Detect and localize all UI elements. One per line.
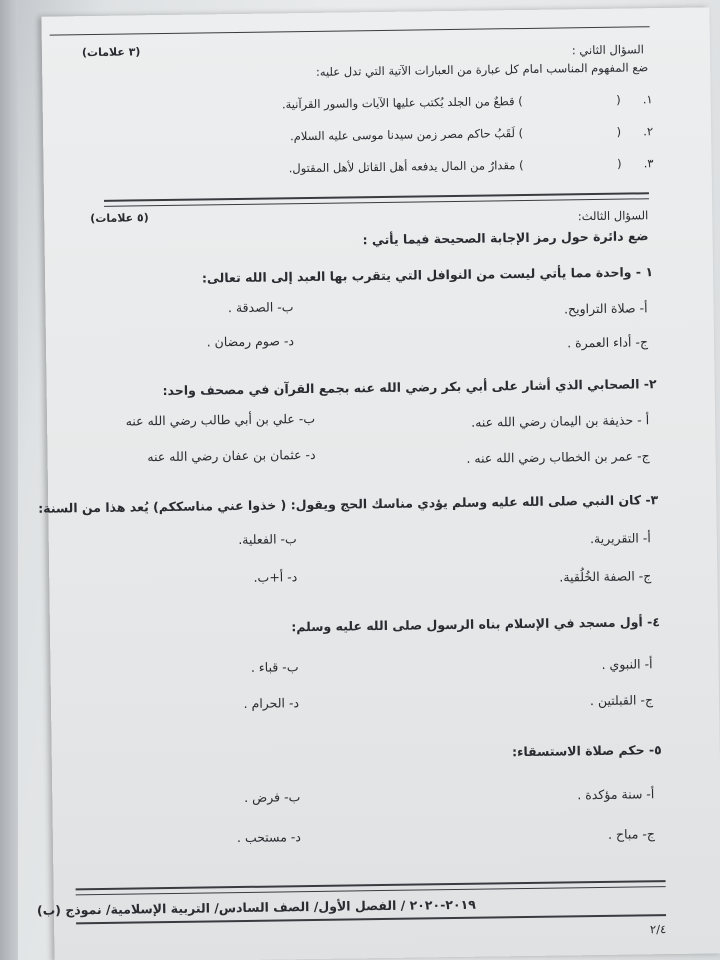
question-text: ٢- الصحابي الذي أشار على أبي بكر رضي الله عنه بجمع القرآن في مصحف واحد: — [162, 376, 657, 399]
section3-title: السؤال الثالث: — [577, 208, 649, 224]
item-bracket: ( — [616, 92, 621, 107]
exam-page — [36, 7, 720, 960]
binder-edge — [0, 0, 18, 960]
section2-title: السؤال الثاني : — [571, 42, 645, 58]
option-c: ج- أداء العمرة . — [567, 334, 649, 351]
option-c: ج- القبلتين . — [589, 692, 654, 709]
option-b: ب- الفعلية. — [238, 531, 297, 548]
option-c: ج- مباح . — [607, 826, 656, 842]
option-b: ب- علي بن أبي طالب رضي الله عنه — [125, 410, 316, 429]
item-bracket: ( — [616, 124, 622, 139]
top-border-line — [50, 26, 650, 35]
option-b: ب- فرض . — [244, 789, 301, 805]
option-d: د- الحرام . — [243, 695, 300, 711]
section2-instruction: ضع المفهوم المناسب امام كل عبارة من العبارات الآتية التي تدل عليه: — [315, 60, 649, 79]
footer-text: ٢٠١٩-٢٠٢٠ / الفصل الأول/ الصف السادس/ التربية الإسلامية/ نموذج (ب) — [36, 896, 476, 918]
section3-instruction: ضع دائرة حول رمز الإجابة الصحيحة فيما يأتي : — [362, 228, 649, 248]
option-a: أ- التقريرية. — [589, 530, 651, 547]
question-text: ١ - واحدة مما يأتي ليست من النوافل التي يتقرب بها العبد إلى الله تعالى: — [201, 264, 654, 286]
option-d: د- صوم رمضان . — [206, 333, 295, 350]
section3-marks: (٥ علامات) — [90, 211, 149, 226]
option-a: أ - حذيفة بن اليمان رضي الله عنه. — [471, 412, 650, 430]
option-d: د- عثمان بن عفان رضي الله عنه — [147, 446, 316, 465]
section-divider — [104, 192, 649, 202]
option-d: د- أ+ب. — [253, 569, 298, 585]
item-text: ) قطعٌ من الجلد يُكتب عليها الآيات والسور القرآنية. — [281, 93, 523, 112]
option-c: ج- الصفة الخُلُقية. — [559, 568, 652, 585]
item-text: ) لَقَبُ حاكم مصر زمن سيدنا موسى عليه السلام. — [289, 125, 524, 144]
item-bracket: ( — [616, 156, 622, 171]
option-b: ب- قباء . — [250, 659, 299, 675]
footer-line — [76, 880, 666, 890]
item-text: ) مقدارٌ من المال يدفعه أهل القاتل لأهل المقتول. — [288, 157, 524, 176]
item-number: ٣. — [643, 156, 654, 171]
option-c: ج- عمر بن الخطاب رضي الله عنه . — [466, 448, 650, 466]
page-number: ٢/٤ — [649, 922, 667, 937]
item-number: ١. — [642, 92, 653, 107]
option-b: ب- الصدقة . — [227, 299, 294, 316]
option-d: د- مستحب . — [236, 829, 302, 846]
option-a: أ- صلاة التراويح. — [563, 300, 648, 317]
question-text: ٣- كان النبي صلى الله عليه وسلم يؤدي مناسك الحج ويقول: ( خذوا عني مناسككم) يُعد هذا من السنة: — [38, 492, 659, 516]
question-text: ٤- أول مسجد في الإسلام بناه الرسول صلى الله عليه وسلم: — [291, 614, 661, 635]
section2-marks: (٣ علامات) — [81, 45, 141, 60]
option-a: أ- سنة مؤكدة . — [577, 786, 655, 803]
question-text: ٥- حكم صلاة الاستسقاء: — [511, 742, 662, 760]
item-number: ٢. — [643, 124, 654, 139]
option-a: أ- النبوي . — [601, 656, 653, 672]
